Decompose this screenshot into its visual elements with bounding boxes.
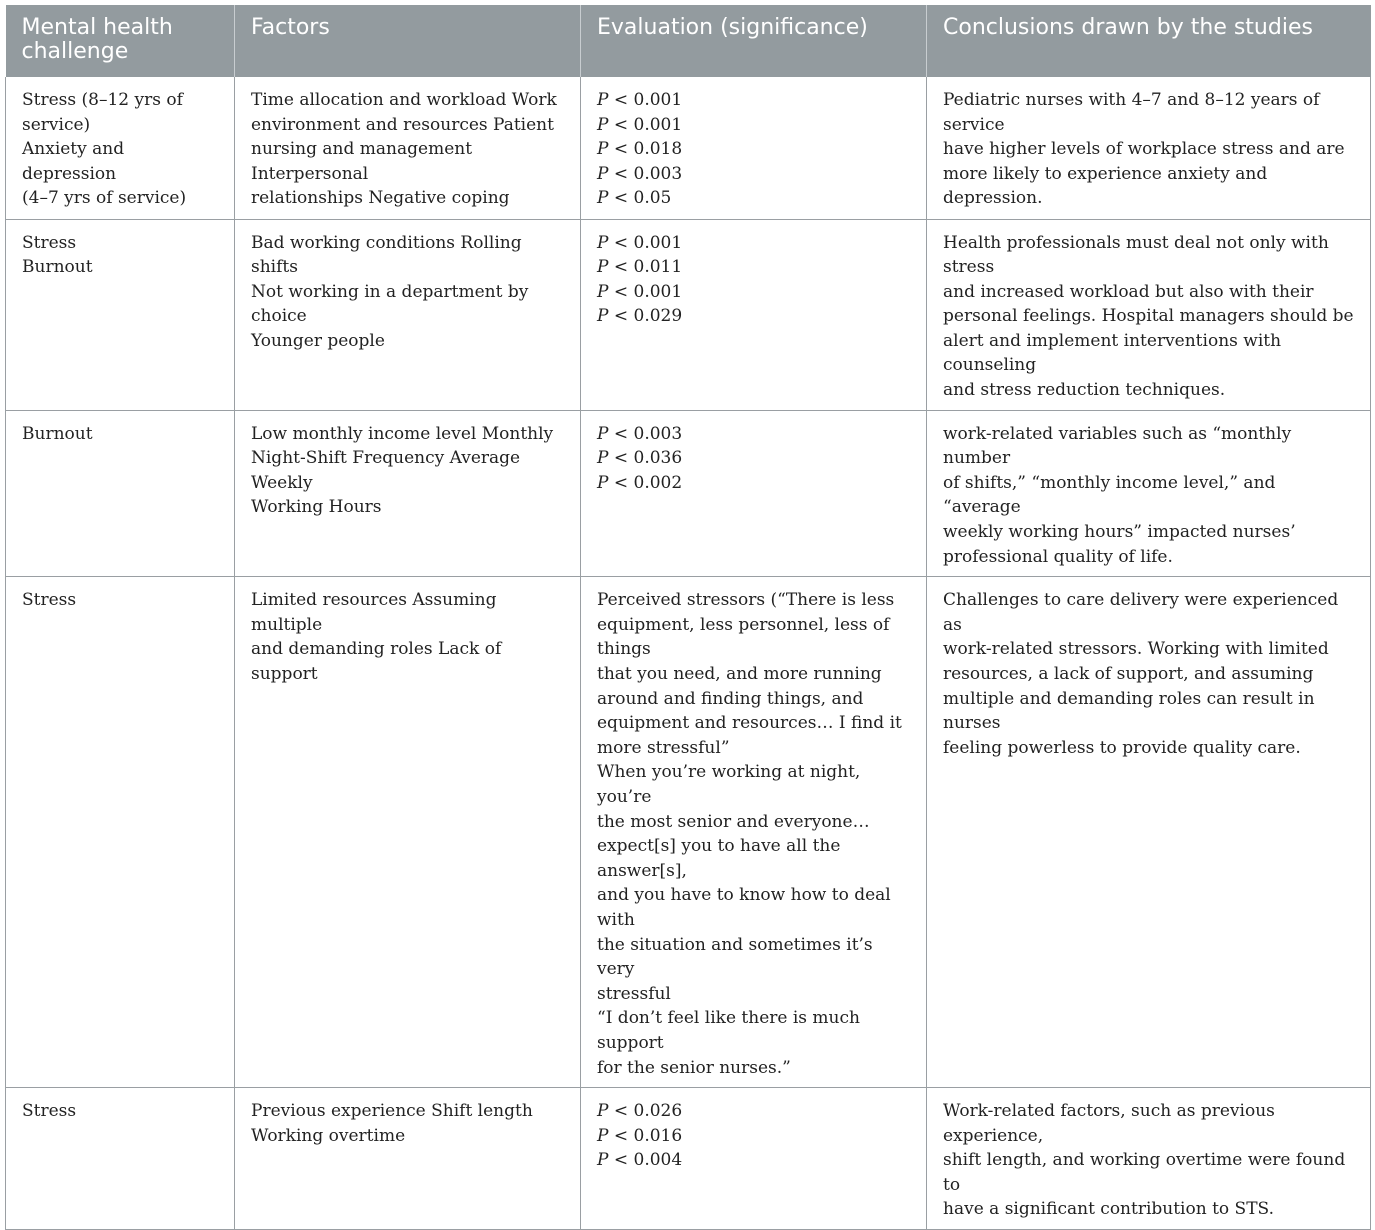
text-line: that you need, and more running — [597, 664, 882, 684]
p-value — [597, 137, 910, 162]
cell-conclusion — [927, 219, 1371, 410]
studies-table — [5, 5, 1371, 1230]
cell-challenge — [6, 219, 235, 410]
p-symbol: P — [597, 163, 609, 184]
text-line: for the senior nurses.” — [597, 1057, 791, 1078]
text-line: relationships Negative coping — [251, 188, 510, 209]
cell-conclusion — [927, 1088, 1371, 1230]
header-evaluation: Evaluation (significance) — [581, 5, 927, 77]
cell-evaluation — [581, 219, 927, 410]
p-value-text: < 0.003 — [613, 163, 683, 184]
text-line: Work-related factors, such as previous experience, — [943, 1101, 1275, 1146]
text-line: Low monthly income level Monthly — [251, 423, 554, 444]
text-line: work-related stressors. Working with limited — [943, 639, 1329, 660]
cell-factors — [235, 219, 581, 410]
p-value-text: < 0.001 — [613, 232, 683, 253]
text-line: Health professionals must deal not only with stress — [943, 232, 1329, 278]
table-row — [6, 219, 1371, 410]
cell-evaluation — [581, 577, 927, 1088]
p-value — [597, 1148, 910, 1173]
table-row — [6, 410, 1371, 577]
cell-challenge — [6, 1088, 235, 1230]
text-line: more likely to experience anxiety and depression. — [943, 163, 1268, 209]
text-line: Perceived stressors (“There is less — [597, 590, 895, 611]
text-line: Working overtime — [251, 1125, 406, 1146]
p-value — [597, 1099, 910, 1124]
text-line: Challenges to care delivery were experienced as — [943, 590, 1339, 635]
p-symbol: P — [597, 139, 609, 160]
text-line: shift length, and working overtime were found to — [943, 1150, 1346, 1195]
text-line: of shifts,” “monthly income level,” and “average — [943, 472, 1276, 518]
p-value-text: < 0.002 — [613, 472, 683, 493]
text-line: Time allocation and workload Work — [251, 90, 557, 110]
table-row — [6, 1088, 1371, 1230]
p-symbol: P — [597, 448, 609, 469]
p-value-text: < 0.004 — [613, 1150, 683, 1171]
text-line: service) — [22, 114, 91, 135]
cell-factors — [235, 410, 581, 577]
p-value-text: < 0.036 — [613, 448, 683, 469]
text-line: professional quality of life. — [943, 546, 1173, 567]
text-line: Burnout — [22, 423, 93, 444]
p-value-text: < 0.026 — [613, 1101, 683, 1122]
p-value-text: < 0.011 — [613, 257, 683, 278]
header-factors: Factors — [235, 5, 581, 77]
cell-challenge — [6, 410, 235, 577]
cell-conclusion — [927, 577, 1371, 1088]
p-value — [597, 422, 910, 447]
text-line: work-related variables such as “monthly number — [943, 423, 1292, 469]
text-line: and stress reduction techniques. — [943, 380, 1226, 401]
text-line: Anxiety and depression — [22, 139, 125, 184]
p-symbol: P — [597, 423, 609, 444]
cell-challenge — [6, 577, 235, 1088]
text-line: equipment, less personnel, less of things — [597, 614, 890, 660]
text-line: personal feelings. Hospital managers should be — [943, 306, 1354, 327]
text-line: and demanding roles Lack of support — [251, 639, 502, 684]
cell-conclusion — [927, 77, 1371, 219]
p-value-text: < 0.016 — [613, 1125, 683, 1146]
cell-factors — [235, 77, 581, 219]
text-line: Working Hours — [251, 497, 382, 518]
p-value — [597, 304, 910, 329]
p-value-text: < 0.003 — [613, 423, 683, 444]
text-line: the situation and sometimes it’s very — [597, 934, 873, 980]
p-value — [597, 186, 910, 211]
p-value — [597, 446, 910, 471]
text-line: Bad working conditions Rolling shifts — [251, 232, 522, 278]
cell-evaluation — [581, 77, 927, 219]
text-line: Burnout — [22, 257, 93, 278]
p-value-text: < 0.001 — [613, 90, 683, 110]
text-line: When you’re working at night, you’re — [597, 762, 861, 807]
header-line: Mental health — [21, 15, 173, 40]
text-line: Pediatric nurses with 4–7 and 8–12 years of service — [943, 90, 1320, 135]
text-line: Stress (8–12 yrs of — [22, 90, 183, 110]
p-symbol: P — [597, 188, 609, 209]
text-line: resources, a lack of support, and assuming — [943, 664, 1314, 684]
p-value — [597, 88, 910, 113]
p-value-text: < 0.05 — [613, 188, 672, 209]
text-line: alert and implement interventions with counseling — [943, 330, 1282, 376]
text-line: (4–7 yrs of service) — [22, 188, 187, 209]
text-line: Night-Shift Frequency Average Weekly — [251, 448, 521, 493]
p-symbol: P — [597, 281, 609, 302]
text-line: Limited resources Assuming multiple — [251, 590, 497, 635]
p-value — [597, 162, 910, 187]
text-line: and increased workload but also with their — [943, 281, 1314, 302]
text-line: and you have to know how to deal with — [597, 885, 891, 930]
text-line: Not working in a department by choice — [251, 281, 529, 327]
p-value — [597, 471, 910, 496]
p-value-text: < 0.001 — [613, 281, 683, 302]
p-value-text: < 0.029 — [613, 306, 683, 327]
p-symbol: P — [597, 232, 609, 253]
text-line: Stress — [22, 232, 77, 253]
text-line: Stress — [22, 590, 77, 611]
p-symbol: P — [597, 1150, 609, 1171]
text-line: equipment and resources… I find it — [597, 713, 902, 734]
p-value — [597, 113, 910, 138]
text-line: the most senior and everyone… — [597, 811, 870, 832]
header-mental-health-challenge — [6, 5, 235, 77]
p-value-text: < 0.018 — [613, 139, 683, 160]
text-line: Previous experience Shift length — [251, 1101, 533, 1122]
p-symbol: P — [597, 90, 609, 110]
text-line: weekly working hours” impacted nurses’ — [943, 522, 1296, 543]
text-line: more stressful” — [597, 737, 730, 758]
p-value — [597, 280, 910, 305]
cell-factors — [235, 1088, 581, 1230]
text-line: feeling powerless to provide quality care. — [943, 737, 1301, 758]
p-symbol: P — [597, 1125, 609, 1146]
p-symbol: P — [597, 306, 609, 327]
cell-factors — [235, 577, 581, 1088]
p-symbol: P — [597, 1101, 609, 1122]
header-conclusions: Conclusions drawn by the studies — [927, 5, 1371, 77]
text-line: nursing and management Interpersonal — [251, 139, 473, 184]
cell-evaluation — [581, 410, 927, 577]
p-value-text: < 0.001 — [613, 114, 683, 135]
text-line: multiple and demanding roles can result in nurses — [943, 688, 1315, 734]
header-row — [6, 5, 1371, 77]
text-line: have higher levels of workplace stress and are — [943, 139, 1345, 160]
p-symbol: P — [597, 257, 609, 278]
text-line: Younger people — [251, 330, 385, 351]
text-line: environment and resources Patient — [251, 114, 554, 135]
text-line: around and finding things, and — [597, 688, 864, 709]
p-value — [597, 255, 910, 280]
table-row — [6, 577, 1371, 1088]
text-line: “I don’t feel like there is much support — [597, 1008, 860, 1053]
text-line: Stress — [22, 1101, 77, 1122]
p-symbol: P — [597, 114, 609, 135]
p-value — [597, 1124, 910, 1149]
cell-evaluation — [581, 1088, 927, 1230]
text-line: expect[s] you to have all the answer[s], — [597, 836, 841, 881]
header-line: challenge — [21, 39, 129, 64]
p-symbol: P — [597, 472, 609, 493]
text-line: have a significant contribution to STS. — [943, 1199, 1274, 1220]
cell-challenge — [6, 77, 235, 219]
text-line: stressful — [597, 983, 671, 1004]
cell-conclusion — [927, 410, 1371, 577]
table-row — [6, 77, 1371, 219]
p-value — [597, 231, 910, 256]
